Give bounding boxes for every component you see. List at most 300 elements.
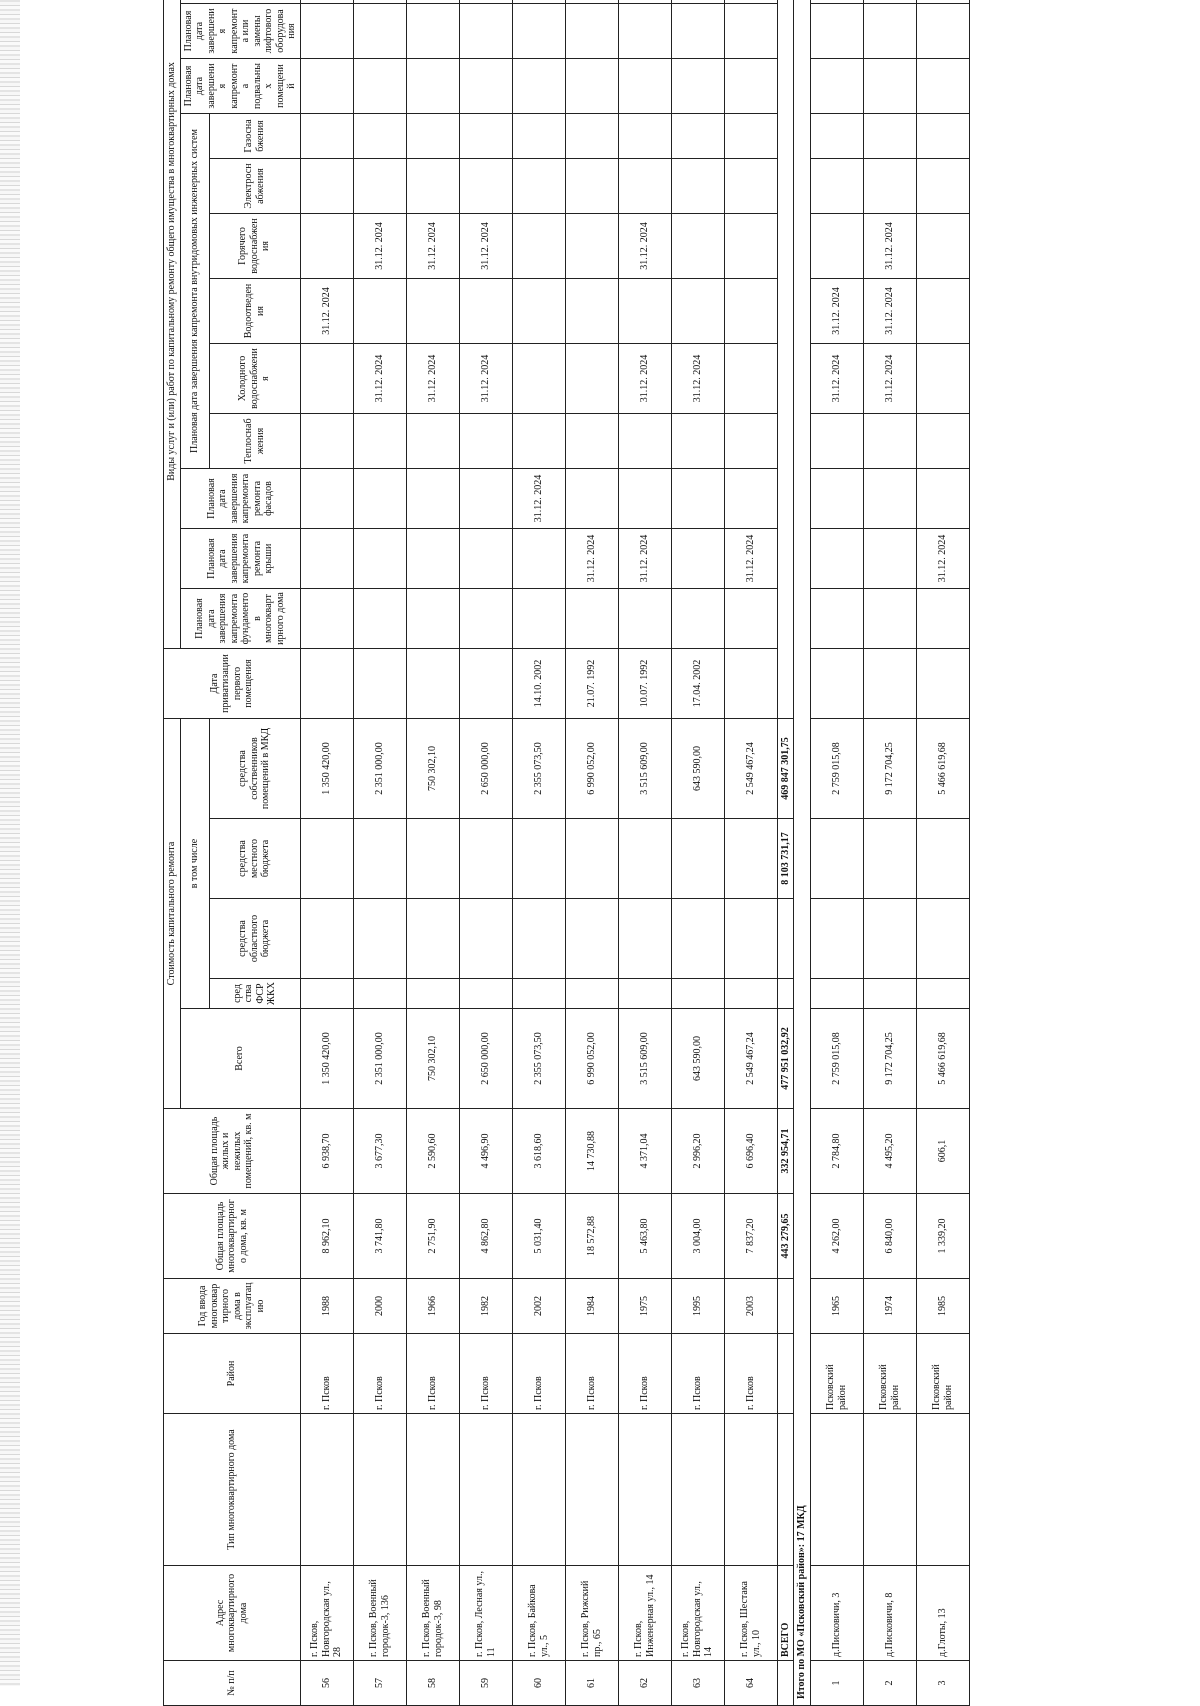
cell-area-total: 4 862,80: [459, 1194, 512, 1279]
header-area-total: Общая площадь многоквартирного дома, кв. м: [164, 1194, 301, 1279]
cell-gas: [916, 114, 969, 159]
cell-electric: [724, 159, 777, 214]
cell-owners: 2 351 000,00: [353, 719, 406, 819]
cell-area-premises: 3 618,60: [512, 1109, 565, 1194]
total-local: 8 103 731,17: [777, 819, 794, 899]
cell-fund: [618, 979, 671, 1009]
header-district: Район: [164, 1334, 301, 1414]
cell-foundation: [724, 589, 777, 649]
cell-electric: [406, 159, 459, 214]
cell-electric: [618, 159, 671, 214]
cell-cost-total: 643 590,00: [671, 1009, 724, 1109]
cell-area-premises: 4 496,90: [459, 1109, 512, 1194]
cell-owners: 2 549 467,24: [724, 719, 777, 819]
cell-regional: [810, 899, 863, 979]
cell-local: [300, 819, 353, 899]
cell-area-premises: 14 730,88: [565, 1109, 618, 1194]
cell-year: 2000: [353, 1279, 406, 1334]
cell-owners: 3 515 609,00: [618, 719, 671, 819]
cell-fund: [300, 979, 353, 1009]
cell-electric: [916, 159, 969, 214]
cell-address: г. Псков, Военный городок-3, 136: [353, 1566, 406, 1661]
cell-foundation: [406, 589, 459, 649]
cell-gas: [300, 114, 353, 159]
header-local: средства местного бюджета: [209, 819, 300, 899]
cell-cost-total: 2 759 015,08: [810, 1009, 863, 1109]
header-type: Тип многоквартирного дома: [164, 1414, 301, 1566]
cell-num: 60: [512, 1661, 565, 1706]
cell-drainage: 31.12. 2024: [863, 279, 916, 344]
cell-year: 1965: [810, 1279, 863, 1334]
cell-design-year: [810, 0, 863, 4]
cell-area-premises: 4 371,04: [618, 1109, 671, 1194]
cell-local: [724, 819, 777, 899]
cell-foundation: [618, 589, 671, 649]
cell-num: 64: [724, 1661, 777, 1706]
cell-area-total: 3 741,80: [353, 1194, 406, 1279]
cell-year: 1988: [300, 1279, 353, 1334]
cell-facade: [300, 469, 353, 529]
cell-electric: [512, 159, 565, 214]
cell-regional: [353, 899, 406, 979]
cell-heat: [300, 414, 353, 469]
total-area-premises: 332 954,71: [777, 1109, 794, 1194]
header-electric: Электроснабжения: [209, 159, 300, 214]
cell-design-year: [459, 0, 512, 4]
cell-type: [863, 1414, 916, 1566]
cell-address: г. Псков, Военный городок-3, 98: [406, 1566, 459, 1661]
cell-regional: [565, 899, 618, 979]
cell-foundation: [916, 589, 969, 649]
cell-privatization: [810, 649, 863, 719]
cell-elevator: [300, 4, 353, 59]
cell-district: г. Псков: [565, 1334, 618, 1414]
cell-basement: [512, 59, 565, 114]
header-fund: средства ФСР ЖКХ: [209, 979, 300, 1009]
cell-type: [459, 1414, 512, 1566]
cell-basement: [565, 59, 618, 114]
cell-basement: [353, 59, 406, 114]
cell-cold-water: [512, 344, 565, 414]
cell-address: г. Псков, Новгородская ул., 28: [300, 1566, 353, 1661]
header-facade: Плановая дата завершения капремонта ремонта фасадов: [180, 469, 300, 529]
cell-basement: [863, 59, 916, 114]
cell-elevator: [724, 4, 777, 59]
cell-regional: [406, 899, 459, 979]
table-row: [916, 0, 969, 1706]
cell-district: Псковский район: [916, 1334, 969, 1414]
cell-roof: [353, 529, 406, 589]
cell-cold-water: [724, 344, 777, 414]
cell-fund: [565, 979, 618, 1009]
section-title: Итого по МО «Псковский район»: 17 МКД: [794, 0, 811, 1706]
cell-roof: 31.12. 2024: [618, 529, 671, 589]
cell-regional: [512, 899, 565, 979]
header-roof: Плановая дата завершения капремонта ремонта крыши: [180, 529, 300, 589]
cell-fund: [724, 979, 777, 1009]
cell-facade: [916, 469, 969, 529]
cell-foundation: [565, 589, 618, 649]
cell-district: г. Псков: [724, 1334, 777, 1414]
header-area-premises: Общая площадь жилых и нежилых помещений, кв. м: [164, 1109, 301, 1194]
cell-type: [916, 1414, 969, 1566]
cell-hot-water: [300, 214, 353, 279]
cell-drainage: [353, 279, 406, 344]
cell-num: 59: [459, 1661, 512, 1706]
cell-gas: [353, 114, 406, 159]
cell-cost-total: 3 515 609,00: [618, 1009, 671, 1109]
cell-electric: [810, 159, 863, 214]
cell-regional: [300, 899, 353, 979]
table-row: [353, 0, 406, 1706]
cell-cold-water: 31.12. 2024: [863, 344, 916, 414]
cell-privatization: [459, 649, 512, 719]
cell-heat: [671, 414, 724, 469]
cell-heat: [916, 414, 969, 469]
cell-fund: [916, 979, 969, 1009]
cell-hot-water: [916, 214, 969, 279]
cell-electric: [353, 159, 406, 214]
cell-local: [618, 819, 671, 899]
cell-district: г. Псков: [459, 1334, 512, 1414]
header-foundation: Плановая дата завершения капремонта фундаментов многоквартирного дома: [180, 589, 300, 649]
table-row: [863, 0, 916, 1706]
cell-area-premises: 606,1: [916, 1109, 969, 1194]
cell-facade: [406, 469, 459, 529]
cell-cost-total: 5 466 619,68: [916, 1009, 969, 1109]
cell-heat: [353, 414, 406, 469]
header-elevator: Плановая дата завершения капремонта или замены лифтового оборудования: [180, 4, 300, 59]
cell-owners: 2 759 015,08: [810, 719, 863, 819]
cell-design-year: [300, 0, 353, 4]
cell-cold-water: [916, 344, 969, 414]
cell-regional: [724, 899, 777, 979]
cell-regional: [863, 899, 916, 979]
cell-drainage: 31.12. 2024: [810, 279, 863, 344]
table-row: [300, 0, 353, 1706]
cell-area-total: 1 339,20: [916, 1194, 969, 1279]
cell-cost-total: 9 172 704,25: [863, 1009, 916, 1109]
cell-roof: 31.12. 2024: [916, 529, 969, 589]
cell-area-total: 8 962,10: [300, 1194, 353, 1279]
cell-owners: 2 650 000,00: [459, 719, 512, 819]
cell-drainage: [618, 279, 671, 344]
cell-area-total: 3 004,00: [671, 1194, 724, 1279]
cell-foundation: [671, 589, 724, 649]
cell-electric: [459, 159, 512, 214]
cell-hot-water: [512, 214, 565, 279]
cell-local: [406, 819, 459, 899]
cell-privatization: 10.07. 1992: [618, 649, 671, 719]
cell-basement: [671, 59, 724, 114]
cell-local: [512, 819, 565, 899]
cell-year: 1974: [863, 1279, 916, 1334]
cell-area-premises: 6 696,40: [724, 1109, 777, 1194]
cell-roof: [863, 529, 916, 589]
cell-privatization: [916, 649, 969, 719]
repair-plan-table: [163, 0, 970, 1706]
cell-roof: [810, 529, 863, 589]
cell-owners: 5 466 619,68: [916, 719, 969, 819]
cell-drainage: [406, 279, 459, 344]
cell-roof: [459, 529, 512, 589]
cell-owners: 1 350 420,00: [300, 719, 353, 819]
cell-elevator: [406, 4, 459, 59]
cell-district: Псковский район: [810, 1334, 863, 1414]
cell-year: 1985: [916, 1279, 969, 1334]
cell-design-year: [406, 0, 459, 4]
cell-district: г. Псков: [300, 1334, 353, 1414]
cell-basement: [459, 59, 512, 114]
header-regional: средства областного бюджета: [209, 899, 300, 979]
cell-heat: [459, 414, 512, 469]
cell-cold-water: 31.12. 2024: [671, 344, 724, 414]
cell-heat: [565, 414, 618, 469]
header-cost-total: Всего: [180, 1009, 300, 1109]
cell-cold-water: 31.12. 2024: [459, 344, 512, 414]
total-row: [777, 0, 794, 1706]
cell-facade: [863, 469, 916, 529]
cell-elevator: [512, 4, 565, 59]
cell-privatization: 21.07. 1992: [565, 649, 618, 719]
cell-elevator: [810, 4, 863, 59]
cell-hot-water: [810, 214, 863, 279]
cell-heat: [810, 414, 863, 469]
total-num-cell: [777, 1661, 794, 1706]
cell-num: 57: [353, 1661, 406, 1706]
cell-area-premises: 6 938,70: [300, 1109, 353, 1194]
cell-area-total: 6 840,00: [863, 1194, 916, 1279]
cell-owners: 750 302,10: [406, 719, 459, 819]
cell-heat: [724, 414, 777, 469]
cell-facade: [459, 469, 512, 529]
cell-area-premises: 3 677,30: [353, 1109, 406, 1194]
cell-gas: [671, 114, 724, 159]
cell-drainage: [565, 279, 618, 344]
cell-fund: [863, 979, 916, 1009]
cell-area-total: 4 262,00: [810, 1194, 863, 1279]
cell-local: [863, 819, 916, 899]
cell-basement: [724, 59, 777, 114]
cell-gas: [618, 114, 671, 159]
cell-address: г. Псков, Инженерная ул., 14: [618, 1566, 671, 1661]
cell-foundation: [353, 589, 406, 649]
cell-type: [512, 1414, 565, 1566]
table-row: [724, 0, 777, 1706]
cell-local: [353, 819, 406, 899]
cell-basement: [406, 59, 459, 114]
cell-design-year: [353, 0, 406, 4]
cell-num: 61: [565, 1661, 618, 1706]
scan-edge: [0, 0, 20, 1686]
table-body-pskov-district: [810, 0, 969, 1706]
cell-district: г. Псков: [353, 1334, 406, 1414]
cell-hot-water: 31.12. 2024: [618, 214, 671, 279]
cell-design-year: [916, 0, 969, 4]
header-privatization: Дата приватизации первого помещения: [164, 649, 301, 719]
cell-year: 2003: [724, 1279, 777, 1334]
cell-hot-water: 31.12. 2024: [863, 214, 916, 279]
cell-heat: [512, 414, 565, 469]
cell-privatization: 14.10. 2002: [512, 649, 565, 719]
cell-type: [353, 1414, 406, 1566]
cell-hot-water: 31.12. 2024: [459, 214, 512, 279]
cell-facade: [618, 469, 671, 529]
cell-design-year: [512, 0, 565, 4]
cell-fund: [406, 979, 459, 1009]
cell-design-year: [863, 0, 916, 4]
cell-type: [724, 1414, 777, 1566]
cell-facade: [565, 469, 618, 529]
cell-elevator: [916, 4, 969, 59]
cell-regional: [671, 899, 724, 979]
cell-privatization: [406, 649, 459, 719]
cell-privatization: 17.04. 2002: [671, 649, 724, 719]
cell-foundation: [459, 589, 512, 649]
cell-regional: [618, 899, 671, 979]
header-cost-group: Стоимость капитального ремонта: [164, 719, 181, 1109]
cell-gas: [512, 114, 565, 159]
cell-basement: [916, 59, 969, 114]
cell-type: [618, 1414, 671, 1566]
cell-cold-water: 31.12. 2024: [810, 344, 863, 414]
cell-hot-water: [565, 214, 618, 279]
cell-facade: [724, 469, 777, 529]
cell-design-year: [618, 0, 671, 4]
cell-local: [565, 819, 618, 899]
cell-elevator: [565, 4, 618, 59]
cell-privatization: [863, 649, 916, 719]
header-hot-water: Горячего водоснабжения: [209, 214, 300, 279]
header-basement: Плановая дата завершения капремонта подвальных помещений: [180, 59, 300, 114]
table-row: [565, 0, 618, 1706]
cell-area-premises: 2 590,60: [406, 1109, 459, 1194]
cell-electric: [671, 159, 724, 214]
cell-elevator: [618, 4, 671, 59]
cell-roof: 31.12. 2024: [565, 529, 618, 589]
cell-elevator: [459, 4, 512, 59]
cell-owners: 6 990 052,00: [565, 719, 618, 819]
table-row: [671, 0, 724, 1706]
cell-address: г. Псков, Шестака ул., 10: [724, 1566, 777, 1661]
cell-roof: [671, 529, 724, 589]
cell-elevator: [863, 4, 916, 59]
cell-drainage: [459, 279, 512, 344]
total-area-total: 443 279,65: [777, 1194, 794, 1279]
cell-address: д.Писковичи, 3: [810, 1566, 863, 1661]
cell-num: 2: [863, 1661, 916, 1706]
cell-district: г. Псков: [671, 1334, 724, 1414]
cell-design-year: [671, 0, 724, 4]
cell-heat: [863, 414, 916, 469]
cell-hot-water: 31.12. 2024: [353, 214, 406, 279]
header-gas: Газоснабжения: [209, 114, 300, 159]
cell-electric: [863, 159, 916, 214]
header-drainage: Водоотведения: [209, 279, 300, 344]
cell-regional: [916, 899, 969, 979]
cell-design-year: [724, 0, 777, 4]
cell-area-total: 5 031,40: [512, 1194, 565, 1279]
header-year: Год ввода многоквартирного дома в эксплуатацию: [164, 1279, 301, 1334]
cell-local: [916, 819, 969, 899]
cell-fund: [671, 979, 724, 1009]
cell-area-total: 7 837,20: [724, 1194, 777, 1279]
cell-owners: 643 590,00: [671, 719, 724, 819]
cell-num: 63: [671, 1661, 724, 1706]
cell-year: 1984: [565, 1279, 618, 1334]
cell-num: 58: [406, 1661, 459, 1706]
cell-gas: [810, 114, 863, 159]
table-row: [459, 0, 512, 1706]
cell-type: [406, 1414, 459, 1566]
cell-fund: [459, 979, 512, 1009]
cell-area-total: 2 751,90: [406, 1194, 459, 1279]
cell-address: г. Псков, Рижский пр., 65: [565, 1566, 618, 1661]
cell-year: 1975: [618, 1279, 671, 1334]
table-row: [810, 0, 863, 1706]
cell-heat: [618, 414, 671, 469]
cell-privatization: [300, 649, 353, 719]
cell-year: 1966: [406, 1279, 459, 1334]
cell-year: 2002: [512, 1279, 565, 1334]
header-works-group: Виды услуг и (или) работ по капитальному ремонту общего имущества в многоквартирных домах: [164, 0, 181, 649]
cell-gas: [724, 114, 777, 159]
cell-district: Псковский район: [863, 1334, 916, 1414]
cell-address: д.Глоты, 13: [916, 1566, 969, 1661]
cell-type: [671, 1414, 724, 1566]
cell-district: г. Псков: [512, 1334, 565, 1414]
cell-local: [671, 819, 724, 899]
cell-address: г. Псков, Байкова ул., 5: [512, 1566, 565, 1661]
cell-electric: [300, 159, 353, 214]
header-num: № п/п: [164, 1661, 301, 1706]
cell-cost-total: 6 990 052,00: [565, 1009, 618, 1109]
cell-cost-total: 2 351 000,00: [353, 1009, 406, 1109]
cell-area-premises: 2 784,80: [810, 1109, 863, 1194]
cell-district: г. Псков: [618, 1334, 671, 1414]
cell-num: 56: [300, 1661, 353, 1706]
cell-foundation: [810, 589, 863, 649]
cell-cost-total: 1 350 420,00: [300, 1009, 353, 1109]
cell-district: г. Псков: [406, 1334, 459, 1414]
cell-drainage: [671, 279, 724, 344]
cell-roof: [406, 529, 459, 589]
cell-facade: [810, 469, 863, 529]
cell-address: г. Псков, Лесная ул., 11: [459, 1566, 512, 1661]
cell-cold-water: [300, 344, 353, 414]
cell-gas: [459, 114, 512, 159]
table-row: [512, 0, 565, 1706]
cell-gas: [406, 114, 459, 159]
cell-year: 1995: [671, 1279, 724, 1334]
rotated-document-page: [163, 8, 1133, 1706]
cell-roof: 31.12. 2024: [724, 529, 777, 589]
table-row: [406, 0, 459, 1706]
header-cold-water: Холодного водоснабжения: [209, 344, 300, 414]
header-address: Адрес многоквартирного дома: [164, 1566, 301, 1661]
cell-foundation: [863, 589, 916, 649]
cell-hot-water: 31.12. 2024: [406, 214, 459, 279]
cell-local: [810, 819, 863, 899]
total-owners: 469 847 301,75: [777, 719, 794, 819]
cell-basement: [810, 59, 863, 114]
cell-num: 1: [810, 1661, 863, 1706]
cell-gas: [565, 114, 618, 159]
cell-facade: [353, 469, 406, 529]
cell-owners: 9 172 704,25: [863, 719, 916, 819]
cell-cost-total: 2 355 073,50: [512, 1009, 565, 1109]
cell-owners: 2 355 073,50: [512, 719, 565, 819]
